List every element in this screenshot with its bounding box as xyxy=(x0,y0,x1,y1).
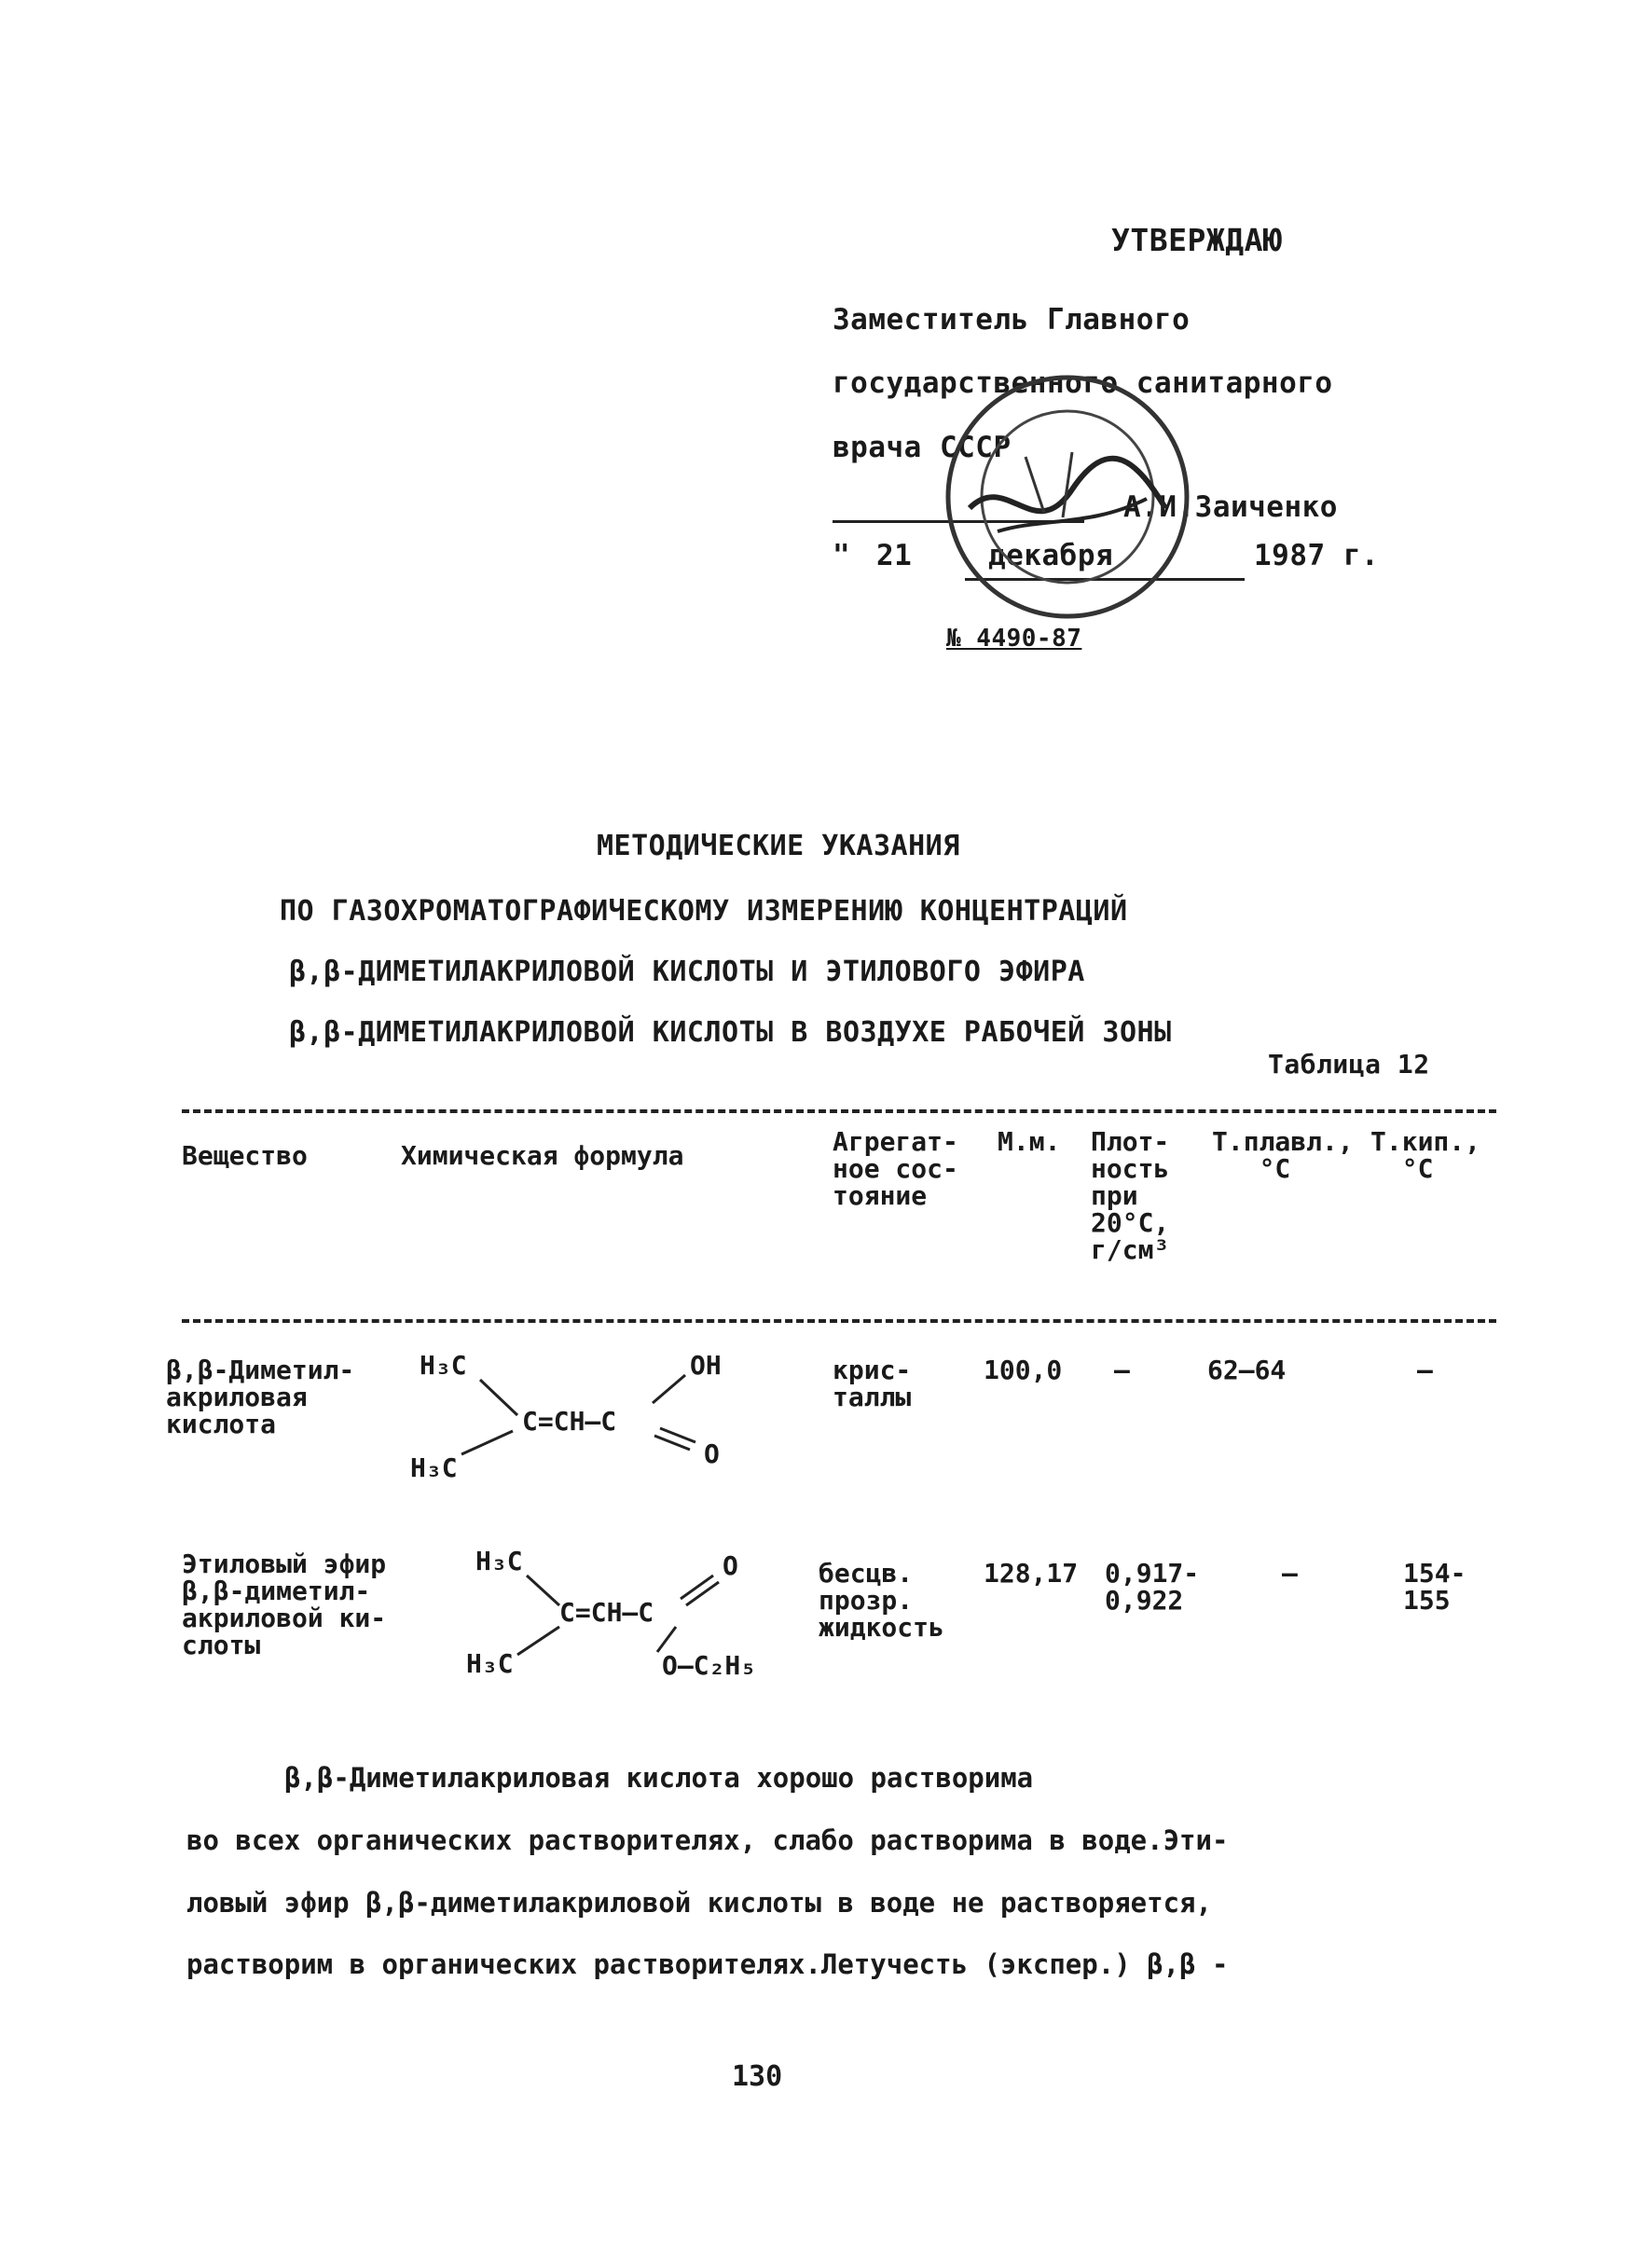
row1-state: крис- таллы xyxy=(833,1355,912,1412)
header-formula: Химическая формула xyxy=(401,1140,684,1171)
doc-title-line2: ПО ГАЗОХРОМАТОГРАФИЧЕСКОМУ ИЗМЕРЕНИЮ КОНЦЕНТРАЦИЙ xyxy=(280,895,1128,928)
approval-position-line1: Заместитель Главного xyxy=(833,303,1191,337)
page-number: 130 xyxy=(732,2060,783,2093)
approval-date-day: 21 xyxy=(876,539,913,572)
row2-formula-h3c-top: H₃C xyxy=(475,1546,523,1576)
row1-formula xyxy=(410,1352,746,1482)
row2-boiling: 154- 155 xyxy=(1403,1558,1466,1616)
row1-mw: 100,0 xyxy=(984,1355,1063,1385)
row2-melting: – xyxy=(1282,1558,1298,1589)
approval-registration-no: № 4490-87 xyxy=(946,625,1082,653)
header-state: Агрегат- ное сос- тояние xyxy=(833,1126,958,1211)
approval-position-line3: врача СССР xyxy=(833,431,1012,464)
row1-formula-oh: OH xyxy=(690,1350,722,1381)
row2-formula-o-top: O xyxy=(723,1550,738,1581)
row2-mw: 128,17 xyxy=(984,1558,1079,1589)
row1-formula-h3c-bottom: H₃C xyxy=(410,1452,458,1483)
body-line3: ловый эфир β,β-диметилакриловой кислоты в воде не растворяется, xyxy=(186,1887,1212,1919)
table-header-rule xyxy=(182,1319,1496,1323)
row2-formula xyxy=(466,1548,839,1687)
row1-substance: β,β-Диметил- акриловая кислота xyxy=(166,1355,355,1439)
body-line1: β,β-Диметилакриловая кислота хорошо растворима xyxy=(284,1762,1034,1794)
row2-density: 0,917- 0,922 xyxy=(1105,1558,1200,1616)
row2-bonds xyxy=(466,1548,839,1687)
approval-date-quote: " xyxy=(833,539,851,572)
body-line2: во всех органических растворителях, слабо растворима в воде.Эти- xyxy=(186,1824,1229,1856)
row2-formula-chain: C=CH–C xyxy=(559,1597,654,1628)
approval-date-month: декабря xyxy=(988,539,1114,572)
row2-state: бесцв. прозр. жидкость xyxy=(819,1558,944,1643)
doc-title-line3: β,β-ДИМЕТИЛАКРИЛОВОЙ КИСЛОТЫ И ЭТИЛОВОГО ЭФИРА xyxy=(289,956,1085,988)
row2-formula-h3c-bottom: H₃C xyxy=(466,1648,514,1679)
row1-formula-o: O xyxy=(704,1438,720,1469)
table-caption: Таблица 12 xyxy=(1268,1049,1430,1080)
row1-density: – xyxy=(1114,1355,1130,1385)
header-substance: Вещество xyxy=(182,1140,308,1171)
body-line4: растворим в органических растворителях.Летучесть (экспер.) β,β - xyxy=(186,1948,1229,1980)
row1-formula-h3c-top: H₃C xyxy=(420,1350,467,1381)
approval-signer: А.И.Заиченко xyxy=(1123,490,1338,524)
doc-title-line4: β,β-ДИМЕТИЛАКРИЛОВОЙ КИСЛОТЫ В ВОЗДУХЕ РАБОЧЕЙ ЗОНЫ xyxy=(289,1016,1172,1049)
header-melting: Т.плавл., °С xyxy=(1212,1126,1354,1184)
approval-position-line2: государственного санитарного xyxy=(833,366,1333,400)
row2-formula-oc2h5: O–C₂H₅ xyxy=(662,1650,757,1681)
row1-boiling: – xyxy=(1417,1355,1433,1385)
row2-substance: Этиловый эфир β,β-диметил- акриловой ки- слоты xyxy=(182,1548,387,1660)
doc-title-line1: МЕТОДИЧЕСКИЕ УКАЗАНИЯ xyxy=(597,830,960,862)
row1-melting: 62–64 xyxy=(1207,1355,1287,1385)
table-top-rule xyxy=(182,1109,1496,1113)
header-mw: М.м. xyxy=(998,1126,1061,1157)
approval-heading: УТВЕРЖДАЮ xyxy=(1111,222,1283,258)
header-density: Плот- ность при 20°С, г/см³ xyxy=(1091,1126,1170,1265)
approval-date-year: 1987 г. xyxy=(1254,539,1380,572)
official-stamp xyxy=(932,368,1203,625)
header-boiling: Т.кип., °С xyxy=(1370,1126,1481,1184)
row1-formula-chain: C=CH–C xyxy=(522,1406,617,1437)
row1-bonds xyxy=(410,1352,746,1482)
